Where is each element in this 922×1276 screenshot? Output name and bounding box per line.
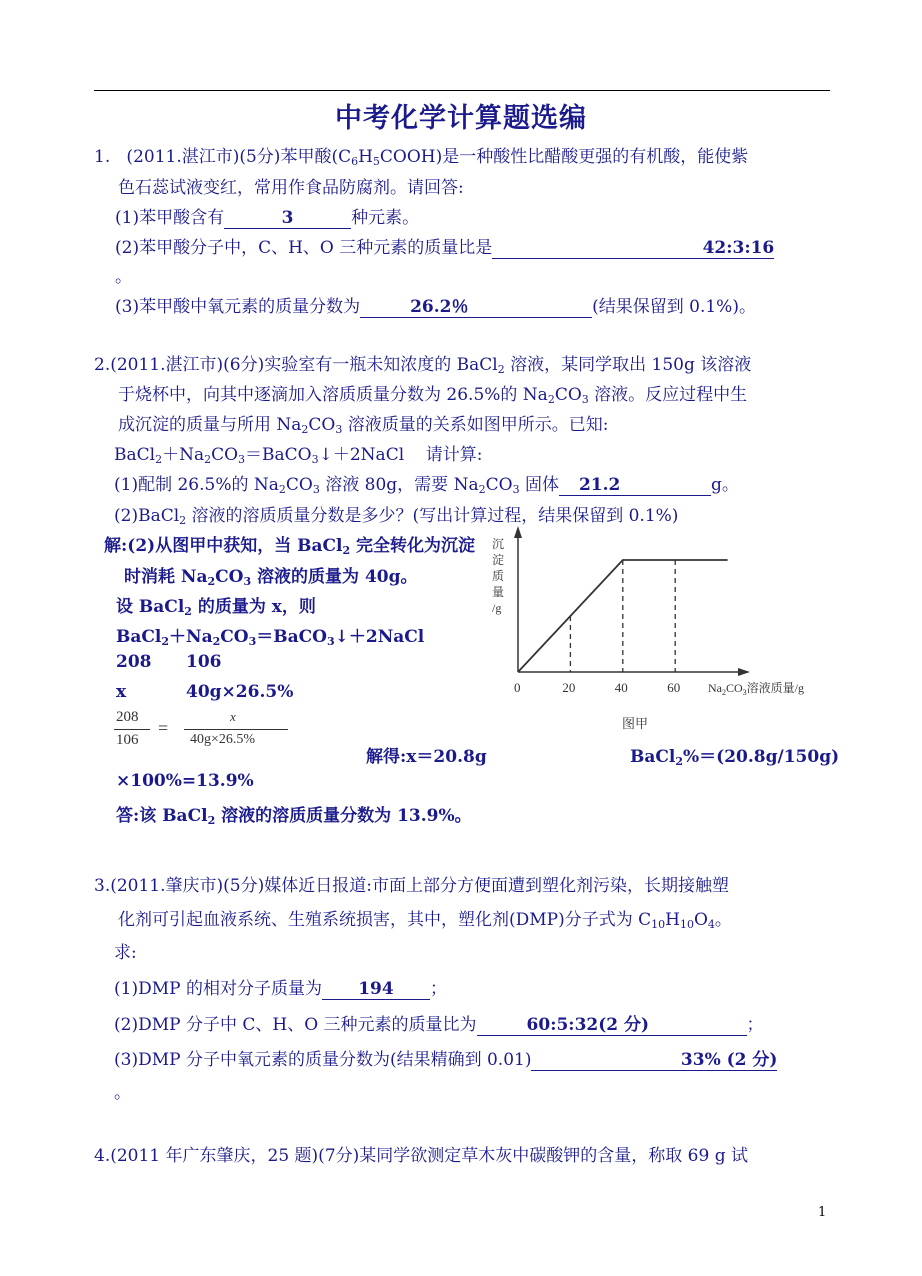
sol4-b: ＋Na [169,627,213,647]
q3-line3: 求: [114,943,137,963]
final-a: 答:该 BaCl [116,806,208,826]
pct-a: BaCl [630,747,676,767]
q1-part1 [115,203,419,229]
sol4-c: CO [220,627,249,647]
q2-var-x: x [116,682,127,702]
graph-svg [490,522,840,737]
q1-part2-dot: 。 [115,267,132,287]
q2-l3-sub2: 3 [335,423,343,436]
final-b: 溶液的溶质质量分数为 13.9%。 [215,806,472,826]
q1-part2-text: (2)苯甲酸分子中，C、H、O 三种元素的质量比是 [115,238,493,258]
q2-l2-a: 于烧杯中，向其中逐滴加入溶质质量分数为 26.5%的 Na [118,385,548,405]
header-rule [94,90,830,91]
frac-num-left: 208 [116,709,139,725]
x-tick-label-60: 60 [667,680,681,695]
sol4-s3: 3 [248,635,257,648]
q2-final-answer [116,801,472,826]
q3-part3-answer: 33% (2 分) [531,1050,777,1071]
x-axis-arrow [738,668,750,676]
sol4-e: ↓＋2NaCl [334,627,425,647]
q2-l3-b: CO [308,415,336,435]
sol1-s: 2 [342,544,351,557]
sol2-a: 时消耗 Na [124,567,208,587]
q2-p1-c: 溶液 80g，需要 Na [319,475,479,495]
q2-line1 [94,350,751,375]
q1-part3-answer: 26.2％ [360,297,592,318]
q3-l2-d: 。 [714,910,732,930]
q2-solution-equation [116,622,424,647]
sol2-b: CO [215,567,244,587]
q2-p2-b: 溶液的溶质质量分数是多少？(写出计算过程，结果保留到 0.1%) [186,506,679,526]
q2-part1 [114,470,739,496]
q3-line1: 3.(2011.肇庆市)(5分)媒体近日报道:市面上部分方便面遭到塑化剂污染，长期接触塑 [94,876,729,896]
q2-eq-s1: 2 [155,453,163,466]
xl-s2: 3 [742,688,747,697]
graph-caption: 图甲 [622,716,649,731]
q2-eq-c: CO [211,445,239,465]
x-tick-label-0: 0 [514,680,521,695]
q2-solution-line1 [104,531,475,556]
frac-num-right: x [230,709,236,724]
sol1-b: 完全转化为沉淀 [350,536,476,556]
q3-p2-text: (2)DMP 分子中 C、H、O 三种元素的质量比为 [114,1015,477,1035]
q2-p1-s4: 3 [512,483,520,496]
sol3-s: 2 [184,605,192,618]
ylabel-char-4: 量 [492,585,505,599]
q2-molar-208: 208 [116,652,152,672]
q3-part3 [114,1045,777,1071]
q2-p1-b: CO [285,475,313,495]
q1-part3-text: (3)苯甲酸中氧元素的质量分数为 [115,297,361,317]
sol2-s: 2 [207,575,216,588]
sol2-s2: 3 [243,575,252,588]
sol3-a: 设 BaCl [116,597,185,617]
q4-line1: 4.(2011 年广东肇庆，25 题)(7分)某同学欲测定草木灰中碳酸钾的含量，称取 69 g 试 [94,1146,748,1166]
q2-solution-line3 [116,592,316,617]
final-s: 2 [207,814,216,827]
frac-den-right: 40g×26.5% [190,732,256,747]
sol4-s2: 2 [212,635,221,648]
q1-part1-answer: 3 [224,208,351,229]
q2-l1-a: 2.(2011.湛江市)(6分)实验室有一瓶未知浓度的 BaCl [94,355,498,375]
x-tick-label-40: 40 [614,680,628,695]
q1-intro-text-b: H [358,147,373,167]
q2-l2-c: 溶液。反应过程中生 [588,385,748,405]
q2-l1-b: 溶液，某同学取出 150g 该溶液 [504,355,752,375]
q2-line3 [118,410,609,435]
ylabel-char-5: /g [492,601,502,615]
q2-line2 [118,380,747,405]
q2-l1-sub: 2 [497,363,505,376]
q2-l3-a: 成沉淀的质量与所用 Na [118,415,302,435]
sol2-c: 溶液的质量为 40g。 [251,567,418,587]
y-axis-arrow [514,526,522,538]
q2-eq-b: ＋Na [162,445,205,465]
xl-c: 溶液质量/g [746,681,805,695]
q2-l3-sub: 2 [301,423,309,436]
frac-den-left: 106 [116,732,139,748]
q2-l2-sub2: 3 [581,393,589,406]
ylabel-char-2: 淀 [492,553,505,567]
xl-s: 2 [722,688,726,697]
q1-intro [94,142,748,167]
page-number: 1 [818,1205,827,1220]
x-axis-label [708,680,804,697]
q2-eq-s2: 2 [204,453,212,466]
q2-eq-e: ↓＋2NaCl 请计算: [318,445,483,465]
pct-b: %＝(20.8g/150g) [683,747,840,767]
q2-p1-s3: 2 [478,483,486,496]
q3-part1 [114,974,447,1000]
xl-a: Na [708,681,722,695]
q3-l2-a: 化剂可引起血液系统、生殖系统损害，其中，塑化剂(DMP)分子式为 C [118,910,652,930]
q1-part2-answer: 42:3:16 [492,238,774,259]
q3-part2-answer: 60:5:32(2 分) [477,1015,747,1036]
ylabel-char-1: 沉 [492,537,505,551]
q2-eq-s4: 3 [311,453,319,466]
q1-sub-5: 5 [372,155,380,168]
q1-part3-post: (结果保留到 0.1%)。 [592,297,756,317]
q2-p1-d: CO [485,475,513,495]
q2-solution-line2 [124,562,418,587]
q2-percent-line [630,742,839,767]
q2-l3-c: 溶液质量的关系如图甲所示。已知: [342,415,609,435]
chart-guides [570,560,675,672]
x-tick-labels [514,680,680,695]
q1-part1-post: 种元素。 [351,208,420,228]
sol4-s4: 3 [326,635,335,648]
q2-eq-s3: 3 [238,453,246,466]
graph-jia [490,522,840,737]
sol4-s1: 2 [161,635,170,648]
q3-l2-c: O [693,910,708,930]
q2-part1-answer: 21.2 [559,475,711,496]
q2-p1-s: 2 [278,483,286,496]
q2-p1-a: (1)配制 26.5%的 Na [114,475,279,495]
q2-p1-s2: 3 [312,483,320,496]
sol4-d: ＝BaCO [256,627,327,647]
q3-part2 [114,1010,764,1036]
q3-line2 [118,905,732,930]
q1-part1-text: (1)苯甲酸含有 [115,208,225,228]
q2-p2-s: 2 [179,514,187,527]
frac-bar-left [114,729,150,730]
q2-l2-sub: 2 [547,393,555,406]
page-title: 中考化学计算题选编 [335,103,587,134]
q2-molar-106: 106 [186,652,222,672]
q1-sub-6: 6 [351,155,359,168]
q3-p1-post: ； [429,979,447,999]
q2-p1-post: g。 [710,475,739,495]
q1-part3 [115,292,756,318]
q3-p3-text: (3)DMP 分子中氧元素的质量分数为(结果精确到 0.01) [114,1050,532,1070]
q3-p1-text: (1)DMP 的相对分子质量为 [114,979,322,999]
frac-equals: = [158,718,169,738]
q3-p2-post: ； [746,1015,764,1035]
q3-l2-s3: 4 [707,918,715,931]
q1-part2 [115,233,774,259]
q3-l2-b: H [665,910,680,930]
q3-l2-s1: 10 [651,918,666,931]
q1-intro-text-c: COOH)是一种酸性比醋酸更强的有机酸，能使紫 [379,147,749,167]
q1-intro-line2: 色石蕊试液变红，常用作食品防腐剂。请回答: [118,178,464,198]
x-tick-label-20: 20 [562,680,576,695]
xl-b: CO [726,681,743,695]
q2-p2-a: (2)BaCl [114,506,180,526]
q2-p1-e: 固体 [519,475,559,495]
q2-var-na2co3: 40g×26.5% [186,682,294,702]
sol4-a: BaCl [116,627,162,647]
q2-equation [114,440,482,465]
ylabel-char-3: 质 [492,569,505,583]
q2-percent-line2: ×100%=13.9% [116,771,254,791]
pct-s: 2 [675,755,684,768]
q3-l2-s2: 10 [679,918,694,931]
sol1-a: 解:(2)从图甲中获知，当 BaCl [104,536,343,556]
q2-eq-d: ＝BaCO [245,445,312,465]
q2-solve-x: 解得:x＝20.8g [366,747,487,767]
q1-intro-text-a: 1. (2011.湛江市)(5分)苯甲酸(C [94,147,352,167]
q2-l2-b: CO [554,385,582,405]
q2-eq-a: BaCl [114,445,156,465]
q3-part3-dot: 。 [114,1083,131,1103]
q3-part1-answer: 194 [322,979,430,1000]
sol3-b: 的质量为 x，则 [191,597,316,617]
frac-bar-right [184,729,288,730]
